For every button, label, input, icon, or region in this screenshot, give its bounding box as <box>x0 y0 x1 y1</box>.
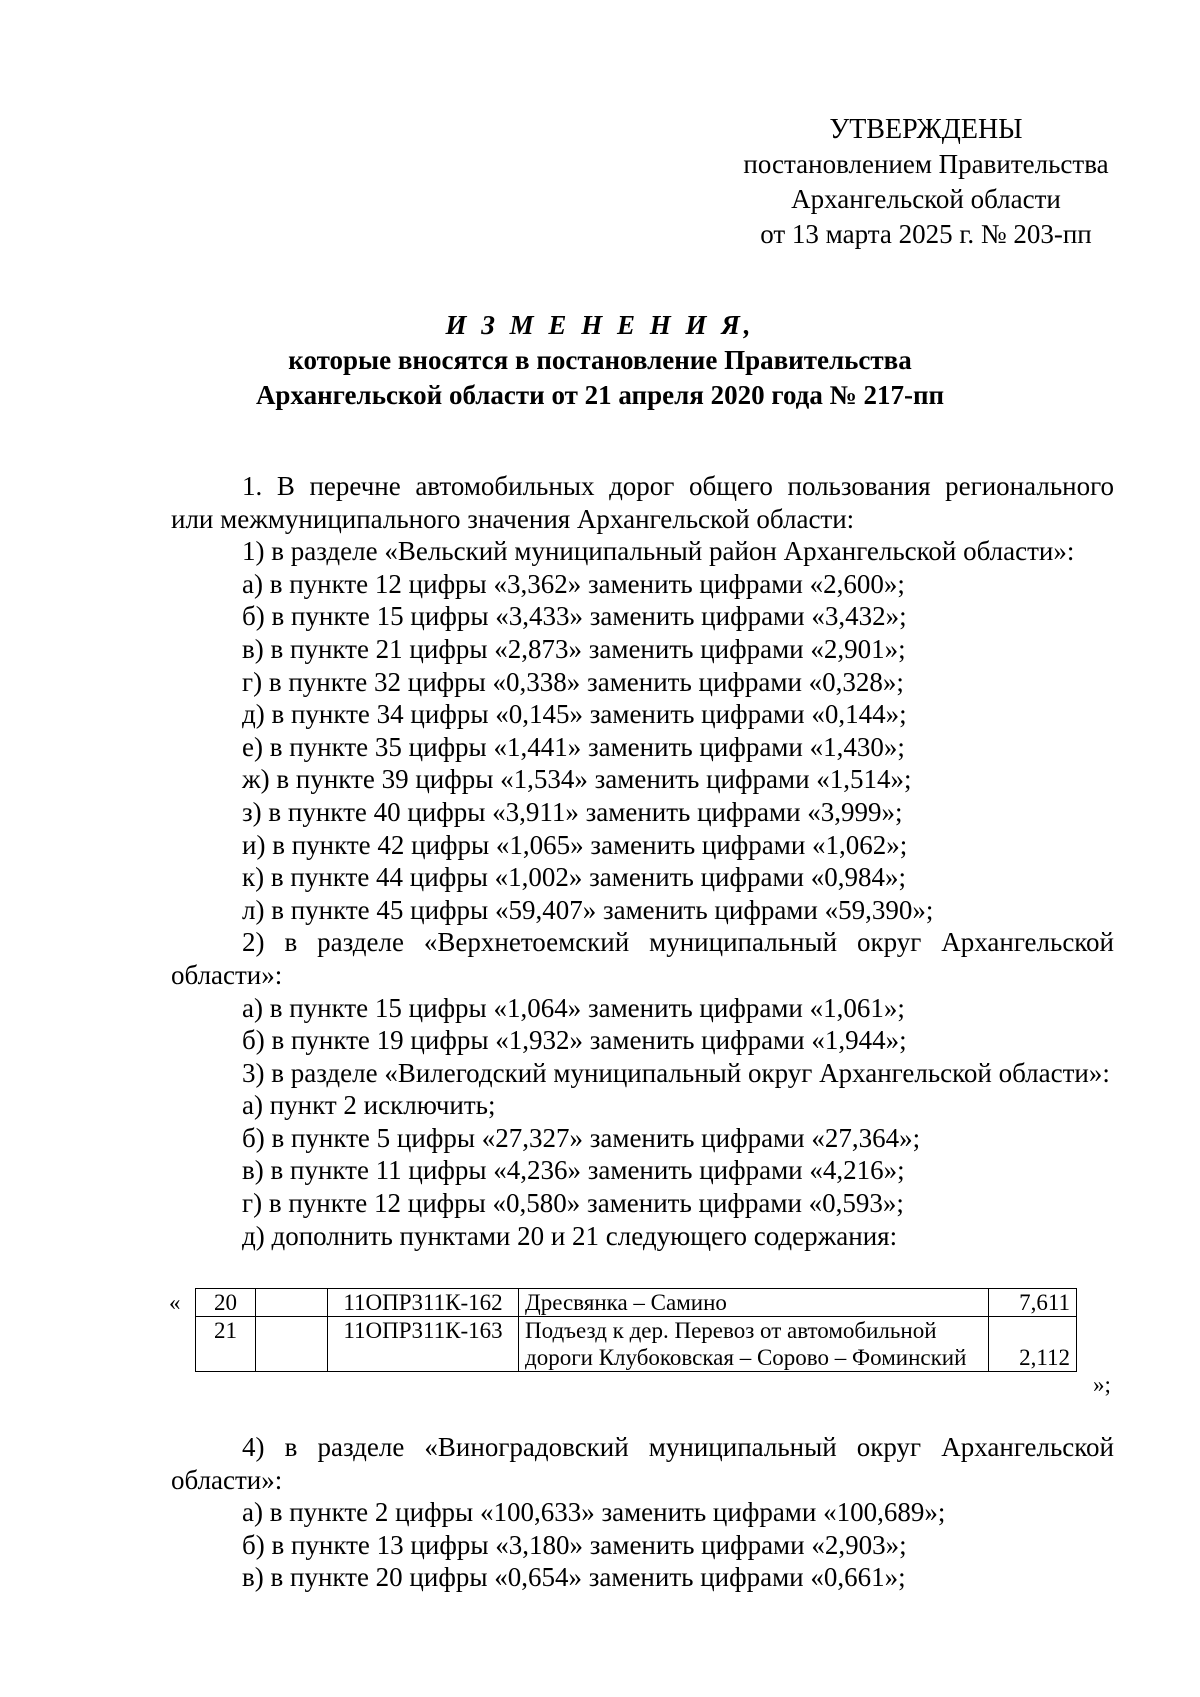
heading-line-2: которые вносятся в постановление Правительства <box>288 345 912 375</box>
roads-table <box>195 1288 1077 1372</box>
heading-line-3: Архангельской области от 21 апреля 2020 года № 217-пп <box>255 380 945 410</box>
cell-number: 21 <box>196 1317 256 1372</box>
section-2-heading-cont: области»: <box>171 959 283 990</box>
approval-stamp <box>726 112 1126 252</box>
list-item: и) в пункте 42 цифры «1,065» заменить цифрами «1,062»; <box>242 829 908 860</box>
section-4-heading-cont: области»: <box>171 1464 283 1495</box>
cell-number: 20 <box>196 1289 256 1317</box>
list-item: б) в пункте 5 цифры «27,327» заменить цифрами «27,364»; <box>242 1122 921 1153</box>
table-close-quote: »; <box>1093 1372 1111 1397</box>
list-item: г) в пункте 12 цифры «0,580» заменить цифрами «0,593»; <box>242 1188 904 1219</box>
list-item: б) в пункте 15 цифры «3,433» заменить цифрами «3,432»; <box>242 601 907 632</box>
cell-length: 2,112 <box>989 1317 1077 1372</box>
list-item: е) в пункте 35 цифры «1,441» заменить цифрами «1,430»; <box>242 731 905 762</box>
table-row <box>196 1289 1077 1317</box>
table-row <box>196 1317 1077 1372</box>
cell-name: Дресвянка – Самино <box>519 1289 989 1317</box>
list-item: в) в пункте 21 цифры «2,873» заменить цифрами «2,901»; <box>242 633 906 664</box>
cell-code: 11ОПР311К-163 <box>328 1317 519 1372</box>
list-item: а) в пункте 12 цифры «3,362» заменить цифрами «2,600»; <box>242 568 905 599</box>
heading-title: И З М Е Н Е Н И Я, <box>445 310 755 340</box>
document-body-continued <box>171 1431 1114 1594</box>
approval-line-2: постановлением Правительства <box>743 149 1109 179</box>
cell-name: Подъезд к дер. Перевоз от автомобильной дороги Клубоковская – Сорово – Фоминский <box>519 1317 989 1372</box>
list-item: в) в пункте 11 цифры «4,236» заменить цифрами «4,216»; <box>242 1155 905 1186</box>
section-4-heading: 4) в разделе «Виноградовский муниципальный округ Архангельской <box>242 1432 1114 1462</box>
section-2-heading: 2) в разделе «Верхнетоемский муниципальный округ Архангельской <box>242 927 1114 958</box>
list-item: д) в пункте 34 цифры «0,145» заменить цифрами «0,144»; <box>242 699 907 730</box>
section-1-heading: 1) в разделе «Вельский муниципальный район Архангельской области»: <box>242 536 1075 567</box>
list-item: ж) в пункте 39 цифры «1,534» заменить цифрами «1,514»; <box>242 764 912 795</box>
intro-line-1: 1. В перечне автомобильных дорог общего пользования регионального <box>242 471 1114 501</box>
list-item: в) в пункте 20 цифры «0,654» заменить цифрами «0,661»; <box>242 1562 906 1593</box>
list-item: к) в пункте 44 цифры «1,002» заменить цифрами «0,984»; <box>242 862 906 893</box>
list-item: г) в пункте 32 цифры «0,338» заменить цифрами «0,328»; <box>242 666 904 697</box>
document-body <box>171 470 1114 1252</box>
approval-title: УТВЕРЖДЕНЫ <box>829 114 1023 145</box>
table-open-quote: « <box>169 1290 181 1315</box>
list-item: а) пункт 2 исключить; <box>242 1090 496 1121</box>
list-item: а) в пункте 2 цифры «100,633» заменить цифрами «100,689»; <box>242 1497 946 1528</box>
section-3-heading: 3) в разделе «Вилегодский муниципальный округ Архангельской области»: <box>242 1057 1110 1088</box>
cell-code: 11ОПР311К-162 <box>328 1289 519 1317</box>
list-item: л) в пункте 45 цифры «59,407» заменить цифрами «59,390»; <box>242 894 934 925</box>
list-item: д) дополнить пунктами 20 и 21 следующего содержания: <box>242 1220 898 1251</box>
approval-line-4: от 13 марта 2025 г. № 203-пп <box>760 219 1092 249</box>
cell-length: 7,611 <box>989 1289 1077 1317</box>
list-item: б) в пункте 19 цифры «1,932» заменить цифрами «1,944»; <box>242 1025 907 1056</box>
list-item: б) в пункте 13 цифры «3,180» заменить цифрами «2,903»; <box>242 1529 907 1560</box>
cell-empty <box>256 1289 328 1317</box>
approval-line-3: Архангельской области <box>791 184 1061 214</box>
document-heading <box>0 308 1200 413</box>
cell-empty <box>256 1317 328 1372</box>
list-item: з) в пункте 40 цифры «3,911» заменить цифрами «3,999»; <box>242 796 903 827</box>
list-item: а) в пункте 15 цифры «1,064» заменить цифрами «1,061»; <box>242 992 905 1023</box>
intro-line-2: или межмуниципального значения Архангельской области: <box>171 503 855 534</box>
